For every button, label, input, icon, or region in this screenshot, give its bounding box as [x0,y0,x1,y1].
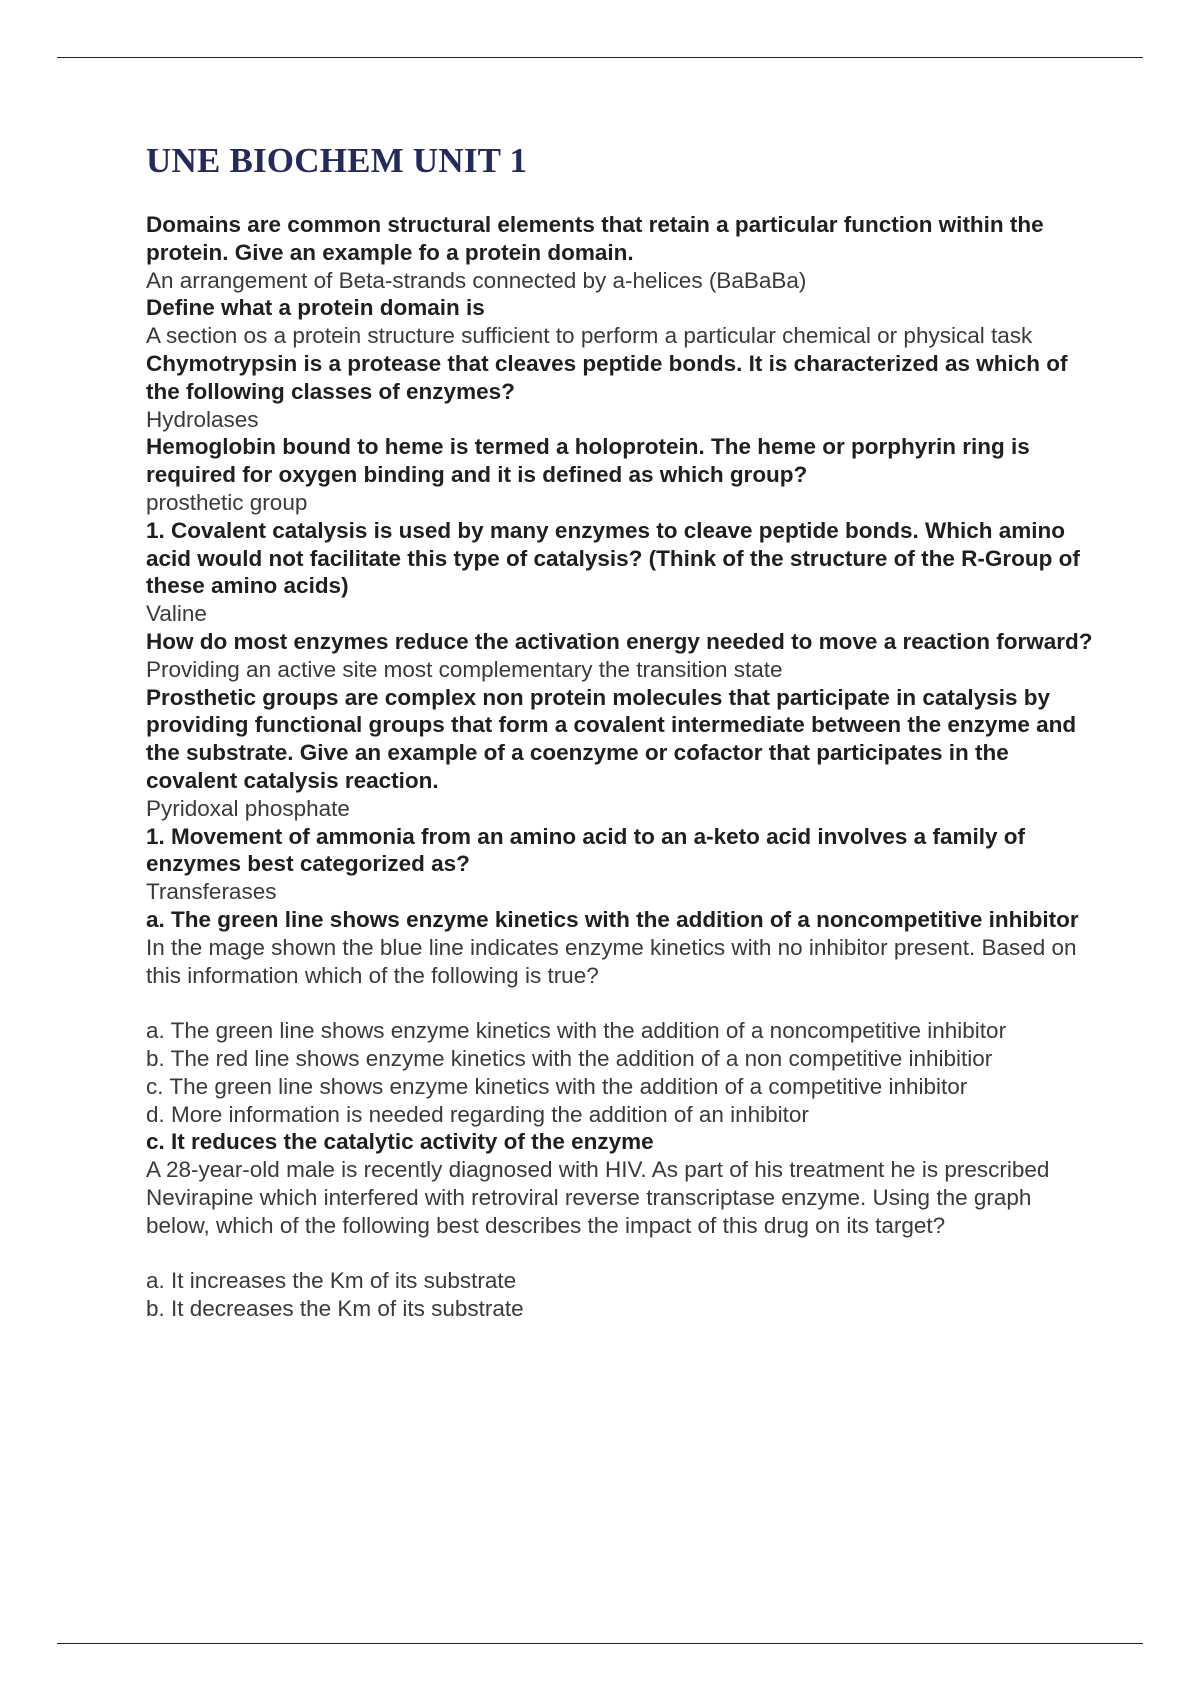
answer-8: Transferases [146,879,277,905]
document-body [146,140,1096,1323]
answer-9-prompt: In the mage shown the blue line indicates enzyme kinetics with no inhibitor present. Based on this information which of the following is true? [146,934,1077,988]
question-9: a. The green line shows enzyme kinetics with the addition of a noncompetitive inhibitor [146,906,1079,932]
question-5: 1. Covalent catalysis is used by many enzymes to cleave peptide bonds. Which amino acid would not facilitate this type of catalysis? (Think of the structure of the R-Group of these amino acids) [146,517,1080,599]
question-7: Prosthetic groups are complex non protein molecules that participate in catalysis by providing functional groups that form a covalent intermediate between the enzyme and the substrate. Give an example of a coenzyme or cofactor that participates in the covalent catalysis reaction. [146,684,1077,793]
answer-9-option-d: d. More information is needed regarding the addition of an inhibitor [146,1101,809,1127]
answer-7: Pyridoxal phosphate [146,795,350,821]
answer-2: A section os a protein structure sufficient to perform a particular chemical or physical task [146,323,1033,349]
question-3: Chymotrypsin is a protease that cleaves peptide bonds. It is characterized as which of the following classes of enzymes? [146,350,1068,404]
answer-10-option-a: a. It increases the Km of its substrate [146,1268,517,1294]
question-1: Domains are common structural elements that retain a particular function within the protein. Give an example fo a protein domain. [146,212,1044,265]
blank-line [146,989,1096,1017]
answer-5: Valine [146,601,207,627]
question-6: How do most enzymes reduce the activation energy needed to move a reaction forward? [146,628,1093,654]
question-2: Define what a protein domain is [146,295,485,321]
answer-9-option-a: a. The green line shows enzyme kinetics with the addition of a noncompetitive inhibitor [146,1018,1007,1044]
question-10: c. It reduces the catalytic activity of the enzyme [146,1129,654,1155]
answer-4: prosthetic group [146,489,308,515]
answer-9-option-c: c. The green line shows enzyme kinetics with the addition of a competitive inhibitor [146,1073,968,1099]
top-horizontal-rule [57,57,1143,58]
qa-list [146,211,1096,1323]
answer-9-option-b: b. The red line shows enzyme kinetics with the addition of a non competitive inhibitior [146,1045,993,1071]
bottom-horizontal-rule [57,1643,1143,1644]
answer-10-prompt: A 28-year-old male is recently diagnosed with HIV. As part of his treatment he is prescribed Nevirapine which interfered with retroviral reverse transcriptase enzyme. Using the graph below, which of the following best describes the impact of this drug on its target? [146,1157,1050,1238]
question-8: 1. Movement of ammonia from an amino acid to an a-keto acid involves a family of enzymes best categorized as? [146,823,1025,877]
answer-1: An arrangement of Beta-strands connected by a-helices (BaBaBa) [146,267,807,293]
blank-line [146,1239,1096,1267]
answer-3: Hydrolases [146,406,259,432]
answer-6: Providing an active site most complementary the transition state [146,656,783,682]
document-title: UNE BIOCHEM UNIT 1 [146,141,528,180]
question-4: Hemoglobin bound to heme is termed a holoprotein. The heme or porphyrin ring is required for oxygen binding and it is defined as which group? [146,434,1030,488]
answer-10-option-b: b. It decreases the Km of its substrate [146,1296,524,1322]
